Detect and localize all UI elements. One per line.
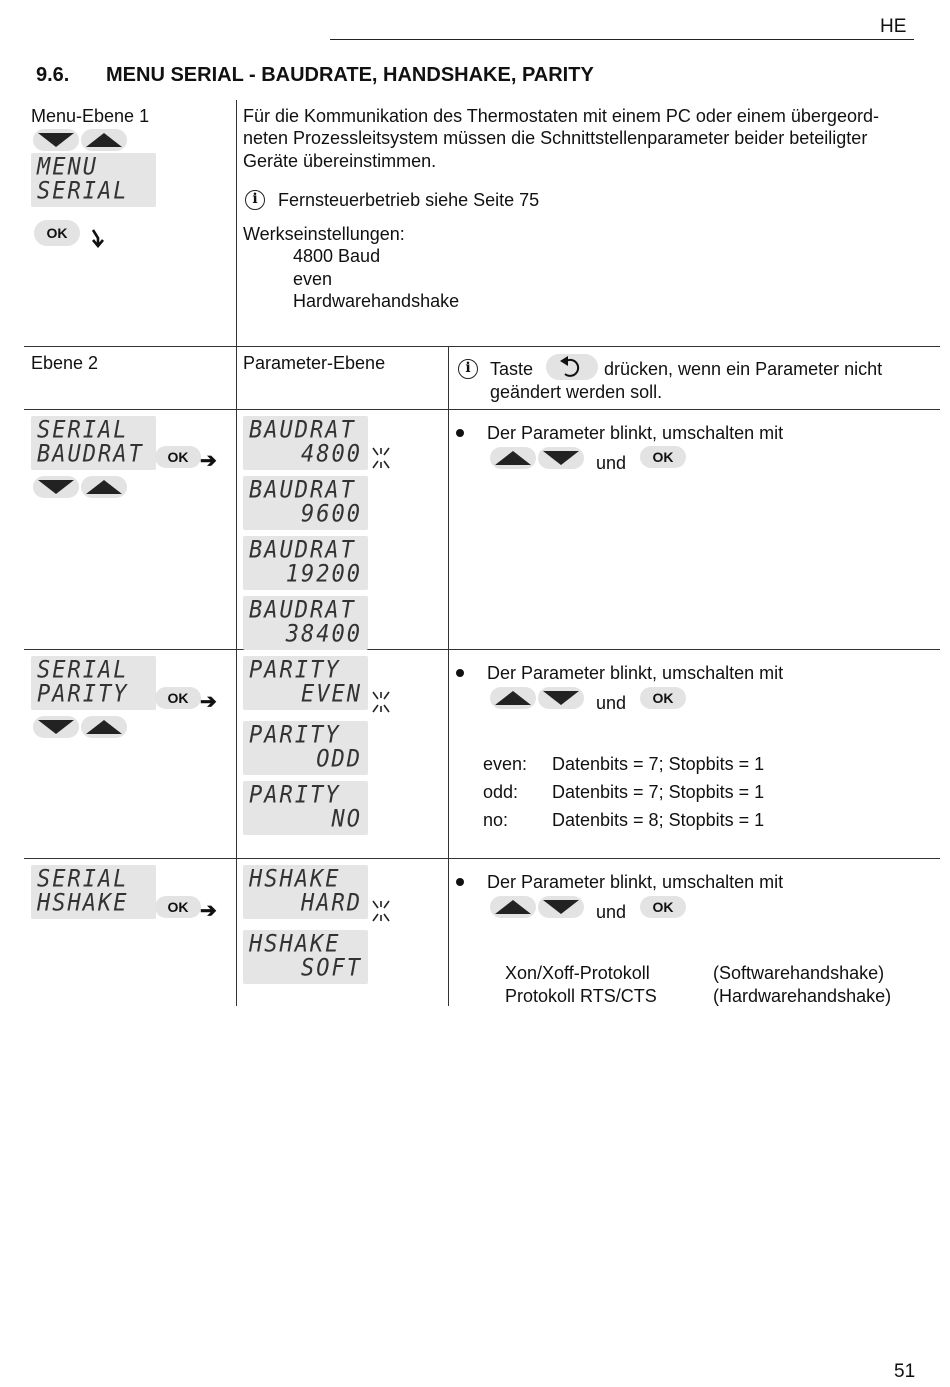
row-rule (24, 346, 940, 347)
lcd-serial-baudrat (31, 416, 156, 470)
lcd-line-2: 19200 (285, 560, 362, 589)
protocol-name-xon: Xon/Xoff-Protokoll (505, 963, 650, 983)
arrow-down-button[interactable] (538, 896, 584, 918)
blink-instruction: Der Parameter blinkt, umschalten mit (487, 423, 784, 443)
bullet (456, 878, 464, 886)
arrow-up-button[interactable] (81, 129, 127, 151)
ok-button[interactable]: OK (34, 220, 80, 246)
section-title: MENU SERIAL - BAUDRATE, HANDSHAKE, PARITY (106, 64, 594, 86)
lcd-line-1: BAUDRAT (249, 596, 356, 625)
protocol-desc-rts: (Hardwarehandshake) (713, 986, 892, 1006)
col-header-level2: Ebene 2 (31, 353, 99, 373)
lcd-line-2: HSHAKE (37, 889, 129, 918)
factory-handshake: Hardwarehandshake (293, 291, 460, 311)
lcd-line-1: MENU (37, 153, 98, 182)
arrow-up-button[interactable] (490, 447, 536, 469)
arrow-down-button[interactable] (538, 447, 584, 469)
factory-label: Werkseinstellungen: (243, 224, 405, 244)
lcd-line-1: PARITY (249, 721, 341, 750)
arrow-right-icon: ➔ (200, 691, 217, 713)
lcd-line-1: BAUDRAT (249, 476, 356, 505)
ok-button[interactable]: OK (155, 687, 201, 709)
parity-key-no: no: (483, 810, 509, 830)
lcd-line-2: SOFT (301, 954, 362, 983)
lcd-line-1: PARITY (249, 781, 341, 810)
page-number: 51 (894, 1361, 916, 1382)
lcd-line-2: 4800 (301, 440, 362, 469)
lcd-line-2: 38400 (285, 620, 362, 649)
lcd-line-2: 9600 (301, 500, 362, 529)
ok-button[interactable]: OK (155, 446, 201, 468)
blink-icon (369, 899, 393, 923)
ok-button[interactable]: OK (640, 896, 686, 918)
und-label: und (596, 453, 627, 473)
lcd-line-2: PARITY (37, 680, 129, 709)
lcd-line-2: NO (331, 805, 362, 834)
arrow-down-button[interactable] (33, 129, 79, 151)
lcd-baudrat-38400 (243, 596, 368, 650)
und-label: und (596, 902, 627, 922)
lcd-baudrat-9600 (243, 476, 368, 530)
lcd-display (31, 153, 156, 207)
lcd-parity-even (243, 656, 368, 710)
arrow-down-button[interactable] (538, 687, 584, 709)
parity-value-even: Datenbits = 7; Stopbits = 1 (552, 754, 765, 774)
parity-key-even: even: (483, 754, 528, 774)
blink-icon (369, 690, 393, 714)
lcd-line-2: HARD (301, 889, 362, 918)
lcd-line-1: PARITY (249, 656, 341, 685)
arrow-down-button[interactable] (33, 716, 79, 738)
lcd-line-2: BAUDRAT (37, 440, 144, 469)
bullet (456, 429, 464, 437)
factory-parity: even (293, 269, 333, 289)
factory-baud: 4800 Baud (293, 246, 381, 266)
parity-key-odd: odd: (483, 782, 519, 802)
info-remote-text: Fernsteuerbetrieb siehe Seite 75 (278, 190, 540, 210)
blink-icon (369, 446, 393, 470)
escape-hint-1: drücken, wenn ein Parameter nicht (604, 359, 883, 379)
arrow-up-button[interactable] (81, 476, 127, 498)
intro-line-3: Geräte übereinstimmen. (243, 151, 437, 171)
blink-instruction: Der Parameter blinkt, umschalten mit (487, 872, 784, 892)
info-icon: i (245, 190, 265, 210)
lcd-line-1: BAUDRAT (249, 416, 356, 445)
lcd-line-2: SERIAL (37, 177, 129, 206)
escape-hint-2: geändert werden soll. (490, 382, 663, 402)
col-header-param: Parameter-Ebene (243, 353, 386, 373)
lcd-line-2: EVEN (301, 680, 362, 709)
lcd-baudrat-19200 (243, 536, 368, 590)
intro-line-2: neten Prozessleitsystem müssen die Schnittstellenparameter beider beteiligter (243, 128, 868, 148)
lcd-serial-hshake (31, 865, 156, 919)
top-divider (236, 100, 237, 346)
taste-label: Taste (490, 359, 534, 379)
lcd-hshake-hard (243, 865, 368, 919)
header-rule (330, 39, 914, 40)
arrow-right-icon: ➔ (200, 900, 217, 922)
lcd-line-1: HSHAKE (249, 930, 341, 959)
escape-button[interactable] (546, 352, 598, 382)
lcd-hshake-soft (243, 930, 368, 984)
col-divider-1 (236, 346, 237, 1006)
arrow-up-button[interactable] (81, 716, 127, 738)
lcd-line-1: SERIAL (37, 656, 129, 685)
lcd-line-1: BAUDRAT (249, 536, 356, 565)
menu-level-label: Menu-Ebene 1 (31, 106, 150, 126)
ok-button[interactable]: OK (640, 687, 686, 709)
arrow-right-icon: ➔ (200, 450, 217, 472)
protocol-desc-xon: (Softwarehandshake) (713, 963, 885, 983)
protocol-name-rts: Protokoll RTS/CTS (505, 986, 657, 1006)
blink-instruction: Der Parameter blinkt, umschalten mit (487, 663, 784, 683)
row-rule (24, 649, 940, 650)
ok-button[interactable]: OK (155, 896, 201, 918)
lcd-serial-parity (31, 656, 156, 710)
row-rule (24, 858, 940, 859)
row-rule (24, 409, 940, 410)
lcd-parity-odd (243, 721, 368, 775)
lcd-line-1: SERIAL (37, 416, 129, 445)
lcd-line-1: SERIAL (37, 865, 129, 894)
info-icon: i (458, 359, 478, 379)
arrow-down-return-icon (90, 228, 106, 248)
und-label: und (596, 693, 627, 713)
lcd-parity-no (243, 781, 368, 835)
lcd-line-1: HSHAKE (249, 865, 341, 894)
bullet (456, 669, 464, 677)
arrow-down-button[interactable] (33, 476, 79, 498)
lcd-line-2: ODD (316, 745, 362, 774)
section-number: 9.6. (36, 64, 70, 86)
lcd-baudrat-4800 (243, 416, 368, 470)
arrow-up-button[interactable] (490, 896, 536, 918)
parity-value-odd: Datenbits = 7; Stopbits = 1 (552, 782, 765, 802)
parity-value-no: Datenbits = 8; Stopbits = 1 (552, 810, 765, 830)
intro-line-1: Für die Kommunikation des Thermostaten mit einem PC oder einem übergeord- (243, 106, 879, 126)
arrow-up-button[interactable] (490, 687, 536, 709)
ok-button[interactable]: OK (640, 446, 686, 468)
col-divider-2 (448, 346, 449, 1006)
document-code: HE (880, 16, 907, 37)
